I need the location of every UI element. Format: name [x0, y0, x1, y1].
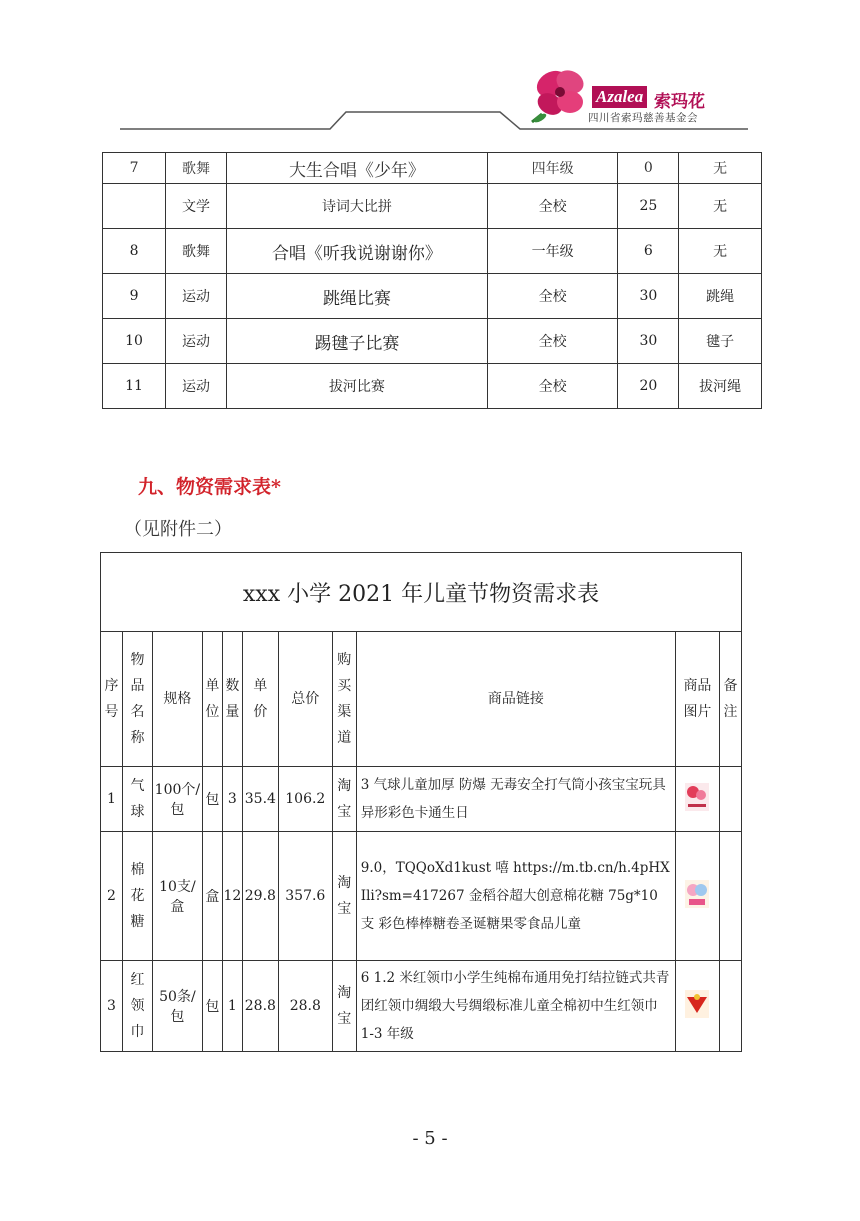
activity-count: 30: [618, 274, 679, 319]
item-price: 35.4: [242, 767, 278, 832]
activity-name: 拔河比赛: [226, 364, 487, 409]
table-row: [103, 229, 762, 274]
item-total: 28.8: [278, 961, 332, 1052]
page-number: - 5 -: [412, 1128, 448, 1149]
table-header-row: [101, 632, 742, 767]
activity-name: 诗词大比拼: [226, 184, 487, 229]
activity-grade: 一年级: [487, 229, 617, 274]
item-qty: 1: [222, 961, 242, 1052]
header-qty: 数量: [222, 632, 242, 767]
item-link[interactable]: 3 气球儿童加厚 防爆 无毒安全打气筒小孩宝宝玩具异形彩色卡通生日: [356, 767, 675, 832]
header-spec: 规格: [152, 632, 202, 767]
activity-type: 歌舞: [166, 153, 227, 184]
row-number: 9: [103, 274, 166, 319]
table-row: [101, 767, 742, 832]
activity-items: 跳绳: [679, 274, 762, 319]
row-number: 7: [103, 153, 166, 184]
logo-chinese-text: 索玛花: [654, 92, 705, 112]
supplies-table-title: xxx 小学 2021 年儿童节物资需求表: [101, 553, 742, 632]
activity-count: 0: [618, 153, 679, 184]
item-qty: 12: [222, 832, 242, 961]
row-number: [103, 184, 166, 229]
item-image: [675, 767, 719, 832]
item-remark: [719, 767, 741, 832]
activity-grade: 全校: [487, 364, 617, 409]
item-spec: 100个/包: [152, 767, 202, 832]
activity-count: 25: [618, 184, 679, 229]
header-image: 商品图片: [675, 632, 719, 767]
header-remark: 备注: [719, 632, 741, 767]
item-channel: 淘宝: [332, 832, 356, 961]
item-name: 棉花糖: [122, 832, 152, 961]
activity-name: 大生合唱《少年》: [226, 153, 487, 184]
item-no: 3: [101, 961, 123, 1052]
header-decoration-line: [0, 0, 860, 160]
red-scarf-product-thumbnail-icon: [684, 989, 710, 1019]
item-channel: 淘宝: [332, 961, 356, 1052]
header-link: 商品链接: [356, 632, 675, 767]
table-row: [103, 153, 762, 184]
item-unit: 包: [202, 961, 222, 1052]
item-name: 红领巾: [122, 961, 152, 1052]
balloon-product-thumbnail-icon: [684, 782, 710, 812]
header-unit: 单位: [202, 632, 222, 767]
item-spec: 10支/盒: [152, 832, 202, 961]
row-number: 10: [103, 319, 166, 364]
activity-grade: 全校: [487, 319, 617, 364]
item-spec: 50条/包: [152, 961, 202, 1052]
table-row: [103, 364, 762, 409]
activity-name: 踢毽子比赛: [226, 319, 487, 364]
cotton-candy-product-thumbnail-icon: [684, 879, 710, 909]
supplies-table: [100, 552, 742, 1052]
table-row: [103, 319, 762, 364]
item-unit: 包: [202, 767, 222, 832]
item-image: [675, 961, 719, 1052]
header-total: 总价: [278, 632, 332, 767]
item-remark: [719, 961, 741, 1052]
activity-items: 毽子: [679, 319, 762, 364]
item-channel: 淘宝: [332, 767, 356, 832]
activity-type: 运动: [166, 274, 227, 319]
header-no: 序号: [101, 632, 123, 767]
table-row: [101, 961, 742, 1052]
item-name: 气球: [122, 767, 152, 832]
item-link[interactable]: 9.0，TQQoXd1kust 嘻 https://m.tb.cn/h.4pHXIli?sm=417267 金稻谷超大创意棉花糖 75g*10 支 彩色棒棒糖卷圣诞糖果零食品儿童: [356, 832, 675, 961]
item-total: 106.2: [278, 767, 332, 832]
header-channel: 购买渠道: [332, 632, 356, 767]
item-remark: [719, 832, 741, 961]
activity-grade: 四年级: [487, 153, 617, 184]
foundation-name: 四川省索玛慈善基金会: [588, 112, 698, 124]
activity-name: 合唱《听我说谢谢你》: [226, 229, 487, 274]
item-price: 29.8: [242, 832, 278, 961]
item-no: 2: [101, 832, 123, 961]
activity-type: 歌舞: [166, 229, 227, 274]
activity-type: 运动: [166, 319, 227, 364]
row-number: 11: [103, 364, 166, 409]
activity-type: 运动: [166, 364, 227, 409]
table-row: [101, 832, 742, 961]
header-price: 单价: [242, 632, 278, 767]
section-note: （见附件二）: [124, 519, 232, 540]
azalea-flower-logo-icon: [530, 62, 592, 124]
table-row: [103, 274, 762, 319]
activity-items: 无: [679, 184, 762, 229]
item-no: 1: [101, 767, 123, 832]
activity-grade: 全校: [487, 274, 617, 319]
activity-name: 跳绳比赛: [226, 274, 487, 319]
table-row: [103, 184, 762, 229]
activity-count: 30: [618, 319, 679, 364]
activity-items: 无: [679, 229, 762, 274]
activity-count: 20: [618, 364, 679, 409]
item-image: [675, 832, 719, 961]
section-title: 九、物资需求表*: [138, 476, 281, 498]
header-name: 物品名称: [122, 632, 152, 767]
activity-count: 6: [618, 229, 679, 274]
item-qty: 3: [222, 767, 242, 832]
activity-items: 无: [679, 153, 762, 184]
item-total: 357.6: [278, 832, 332, 961]
activity-table: [102, 152, 762, 409]
activity-grade: 全校: [487, 184, 617, 229]
activity-type: 文学: [166, 184, 227, 229]
item-link[interactable]: 6 1.2 米红领巾小学生纯棉布通用免打结拉链式共青团红领巾绸缎大号绸缎标准儿童全棉初中生红领巾 1-3 年级: [356, 961, 675, 1052]
item-price: 28.8: [242, 961, 278, 1052]
row-number: 8: [103, 229, 166, 274]
item-unit: 盒: [202, 832, 222, 961]
activity-items: 拔河绳: [679, 364, 762, 409]
logo-english-text: Azalea: [592, 86, 647, 108]
